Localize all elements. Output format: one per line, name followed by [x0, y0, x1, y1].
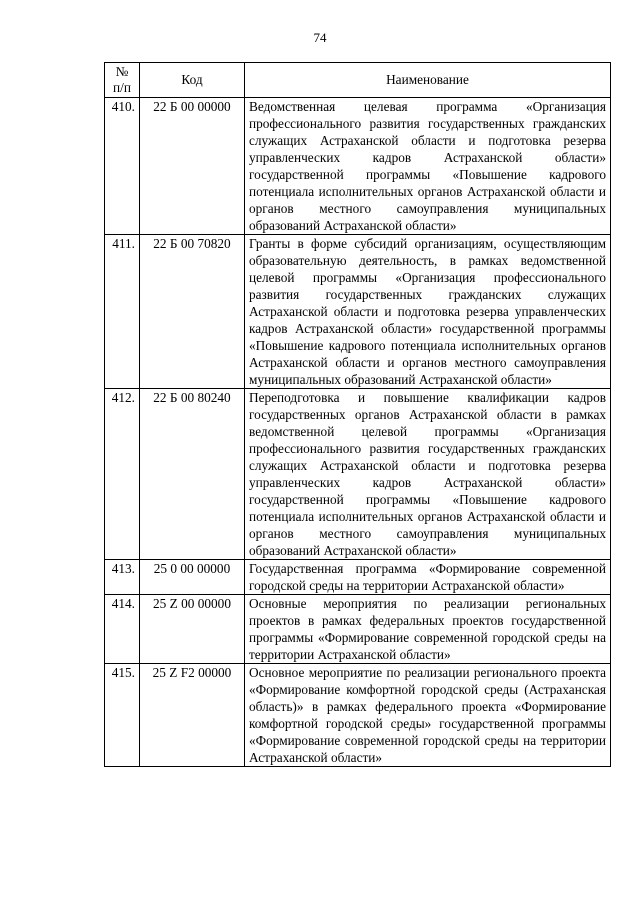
header-number-abbrev: п/п [113, 80, 131, 95]
row-number: 414. [105, 595, 140, 664]
row-code: 25 Z F2 00000 [140, 664, 245, 767]
budget-code-table [104, 62, 611, 767]
row-name: Гранты в форме субсидий организациям, осуществляющим образовательную деятельность, в рамках ведомственной целевой программы «Организация профессионального развития государственных гражданских служащих Астраханской области и подготовка резерва управленческих кадров Астраханской области» государственной программы «Повышение кадрового потенциала исполнительных органов Астраханской области и органов местного самоуправления муниципальных образований Астраханской области» [245, 235, 611, 389]
row-code: 22 Б 00 80240 [140, 389, 245, 560]
header-number-symbol: № [115, 64, 129, 79]
row-name: Ведомственная целевая программа «Организация профессионального развития государственных гражданских служащих Астраханской области и подготовка резерва управленческих кадров Астраханской области» государственной программы «Повышение кадрового потенциала исполнительных органов Астраханской области и органов местного самоуправления муниципальных образований Астраханской области» [245, 98, 611, 235]
row-number: 413. [105, 560, 140, 595]
row-name: Переподготовка и повышение квалификации кадров государственных органов Астраханской области в рамках ведомственной целевой программы «Организация профессионального развития государственных гражданских служащих Астраханской области и подготовка резерва управленческих кадров Астраханской области» государственной программы «Повышение кадрового потенциала исполнительных органов Астраханской области и органов местного самоуправления муниципальных образований Астраханской области» [245, 389, 611, 560]
row-name: Основное мероприятие по реализации регионального проекта «Формирование комфортной городской среды (Астраханская область)» в рамках федерального проекта «Формирование комфортной городской среды» государственной программы «Формирование современной городской среды на территории Астраханской области» [245, 664, 611, 767]
table-row [105, 595, 611, 664]
row-code: 25 Z 00 00000 [140, 595, 245, 664]
table-row [105, 235, 611, 389]
header-code: Код [140, 63, 245, 98]
table-row [105, 560, 611, 595]
header-name: Наименование [245, 63, 611, 98]
page-number: 74 [313, 30, 327, 45]
table-row [105, 98, 611, 235]
table-row [105, 664, 611, 767]
row-code: 25 0 00 00000 [140, 560, 245, 595]
row-number: 415. [105, 664, 140, 767]
row-number: 411. [105, 235, 140, 389]
row-number: 412. [105, 389, 140, 560]
row-name: Основные мероприятия по реализации региональных проектов в рамках федеральных проектов государственной программы «Формирование современной городской среды на территории Астраханской области» [245, 595, 611, 664]
row-number: 410. [105, 98, 140, 235]
table-row [105, 389, 611, 560]
table-header-row [105, 63, 611, 98]
row-code: 22 Б 00 70820 [140, 235, 245, 389]
header-number [105, 63, 140, 98]
row-code: 22 Б 00 00000 [140, 98, 245, 235]
row-name: Государственная программа «Формирование современной городской среды на территории Астраханской области» [245, 560, 611, 595]
